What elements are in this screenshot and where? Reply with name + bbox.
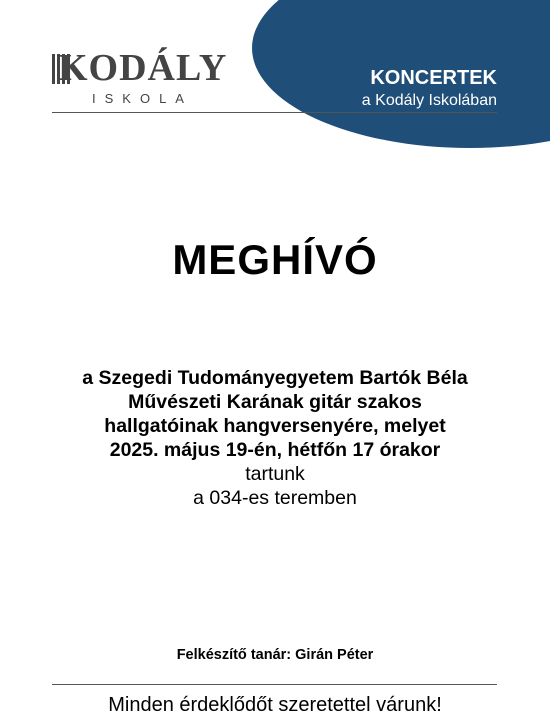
footer-divider [52, 684, 497, 685]
body-line-plain: tartunk [245, 463, 305, 485]
body-line-bold: a Szegedi Tudományegyetem Bartók Béla [82, 367, 468, 389]
logo-subtitle: ISKOLA [92, 91, 193, 106]
school-logo [52, 48, 242, 108]
body-line-plain: a 034-es teremben [193, 487, 357, 509]
invitation-body [20, 366, 530, 510]
header-divider [52, 112, 497, 113]
page-title: MEGHÍVÓ [172, 236, 378, 283]
band-subtitle: a Kodály Iskolában [361, 92, 497, 109]
band-title: KONCERTEK [370, 67, 497, 89]
footer-message: Minden érdeklődőt szeretettel várunk! [108, 694, 442, 716]
body-line-bold: 2025. május 19-én, hétfőn 17 órakor [109, 439, 441, 461]
body-line-bold: hallgatóinak hangversenyére, melyet [104, 415, 446, 437]
logo-name: KODÁLY [58, 47, 228, 89]
body-line-bold: Művészeti Karának gitár szakos [128, 391, 422, 413]
teacher-credit: Felkészítő tanár: Girán Péter [176, 647, 374, 663]
